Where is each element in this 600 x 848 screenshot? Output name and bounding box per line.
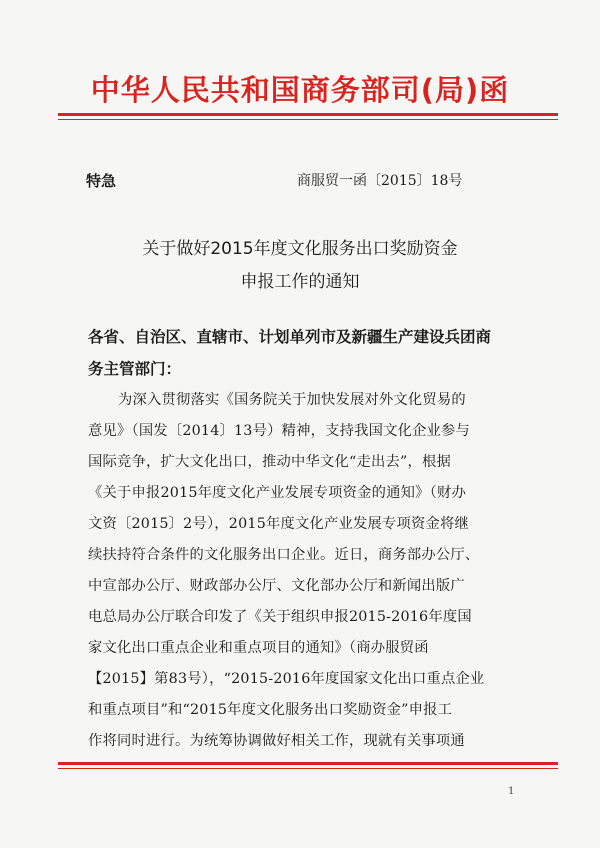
body-line-8: 电总局办公厅联合印发了《关于组织申报2015-2016年度国 — [88, 609, 472, 625]
letterhead-title: 中华人民共和国商务部司(局)函 — [90, 73, 510, 107]
addressee-line-1: 各省、自治区、直辖市、计划单列市及新疆生产建设兵团商 — [88, 328, 492, 346]
body-line-10: 【2015】第83号），“2015-2016年度国家文化出口重点企业 — [88, 671, 485, 687]
body-line-4: 《关于申报2015年度文化产业发展专项资金的通知》（财办 — [88, 485, 466, 501]
notice-title-line-2: 申报工作的通知 — [240, 272, 360, 292]
body-line-9: 家文化出口重点企业和重点项目的通知》（商办服贸函 — [88, 640, 429, 656]
body-line-11: 和重点项目”和“2015年度文化服务出口奖励资金”申报工 — [88, 702, 453, 718]
body-line-12: 作将同时进行。为统筹协调做好相关工作，现就有关事项通 — [88, 733, 465, 749]
letterhead-rule-thin — [58, 119, 558, 120]
addressee-line-2: 务主管部门： — [88, 360, 182, 378]
footer-rule-thick — [58, 762, 558, 765]
body-line-7: 中宣部办公厅、财政部办公厅、文化部办公厅和新闻出版广 — [88, 578, 465, 594]
document-number: 商服贸一函〔2015〕18号 — [297, 173, 463, 189]
body-line-5: 文资〔2015〕2号），2015年度文化产业发展专项资金将继 — [88, 516, 469, 532]
urgency-label: 特急 — [86, 172, 117, 190]
body-line-1: 为深入贯彻落实《国务院关于加快发展对外文化贸易的 — [118, 392, 466, 408]
letterhead-rule-thick — [58, 113, 558, 116]
body-line-2: 意见》（国发〔2014〕13号）精神，支持我国文化企业参与 — [88, 423, 471, 439]
page-number: 1 — [508, 786, 515, 797]
body-line-6: 续扶持符合条件的文化服务出口企业。近日，商务部办公厅、 — [88, 547, 480, 563]
footer-rule-thin — [58, 768, 558, 769]
notice-title-line-1: 关于做好2015年度文化服务出口奖励资金 — [142, 239, 458, 259]
body-line-3: 国际竞争，扩大文化出口，推动中华文化“走出去”，根据 — [88, 454, 451, 470]
